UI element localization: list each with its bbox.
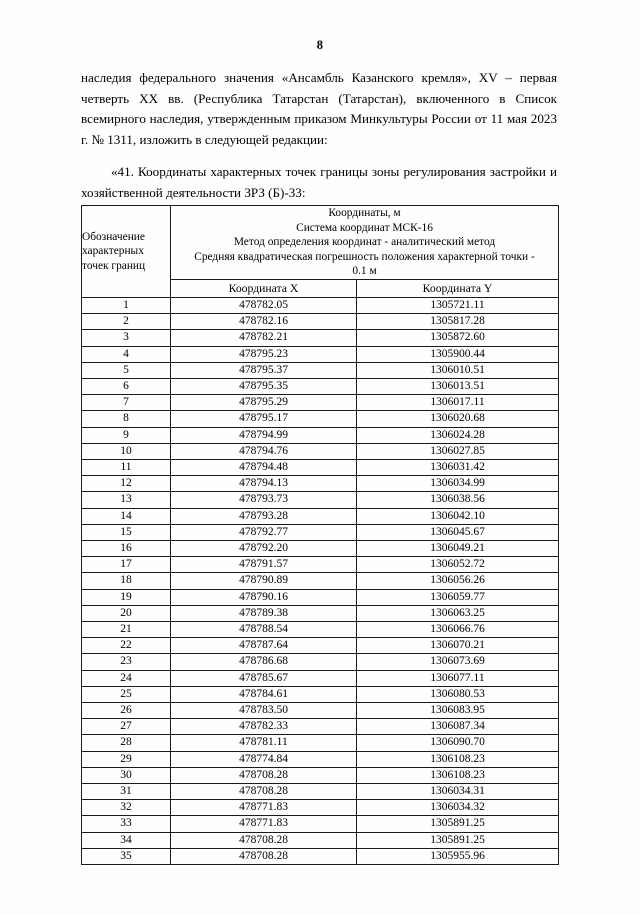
cell-point-number: 25 [82,686,171,702]
paragraph-clause-41-text: «41. Координаты характерных точек границы зоны регулирования застройки и хозяйственной деятельности ЗРЗ (Б)-33: [81,164,557,200]
cell-coordinate-x: 478790.16 [171,589,357,605]
table-row [82,605,559,621]
cell-point-number: 19 [82,589,171,605]
cell-point-number: 26 [82,703,171,719]
column-header-coordinate-x: Координата X [171,279,357,297]
cell-point-number: 18 [82,573,171,589]
table-row [82,476,559,492]
cell-coordinate-y: 1306049.21 [357,541,559,557]
table-row [82,346,559,362]
column-header-coordinates-block [171,206,559,280]
cell-coordinate-y: 1306090.70 [357,735,559,751]
cell-coordinate-y: 1305900.44 [357,346,559,362]
cell-coordinate-x: 478708.28 [171,784,357,800]
cell-coordinate-y: 1305955.96 [357,848,559,864]
cell-coordinate-x: 478783.50 [171,703,357,719]
table-row [82,686,559,702]
table-row [82,654,559,670]
coord-block-line-4: Средняя квадратическая погрешность положения характерной точки - [194,250,535,263]
table-row [82,784,559,800]
table-row [82,589,559,605]
cell-coordinate-x: 478794.76 [171,443,357,459]
cell-coordinate-y: 1306073.69 [357,654,559,670]
table-row [82,492,559,508]
cell-coordinate-x: 478791.57 [171,557,357,573]
table-row [82,638,559,654]
cell-coordinate-x: 478793.28 [171,508,357,524]
cell-point-number: 16 [82,541,171,557]
cell-coordinate-y: 1306010.51 [357,362,559,378]
table-header [82,206,559,298]
cell-coordinate-y: 1306013.51 [357,378,559,394]
column-header-coordinate-y: Координата Y [357,279,559,297]
table-row [82,378,559,394]
cell-coordinate-y: 1306017.11 [357,395,559,411]
cell-point-number: 7 [82,395,171,411]
cell-coordinate-x: 478782.05 [171,297,357,313]
table-row [82,816,559,832]
cell-point-number: 4 [82,346,171,362]
paragraph-intro: наследия федерального значения «Ансамбль Казанского кремля», XV – первая четверть XX вв. (Республика Татарстан (Татарстан), включенного в Список всемирного наследия, утвержденным приказом Минкультуры России от 11 мая 2023 г. № 1311, изложить в следующей редакции: [81,70,557,147]
cell-coordinate-y: 1305872.60 [357,330,559,346]
cell-coordinate-x: 478790.89 [171,573,357,589]
paragraph-clause-41 [81,162,557,203]
cell-point-number: 11 [82,460,171,476]
cell-point-number: 34 [82,832,171,848]
cell-point-number: 5 [82,362,171,378]
table-row [82,767,559,783]
coord-block-line-3: Метод определения координат - аналитический метод [233,236,496,249]
coord-block-line-5: 0.1 м [352,265,377,278]
cell-point-number: 15 [82,524,171,540]
cell-coordinate-y: 1306034.99 [357,476,559,492]
cell-coordinate-y: 1306080.53 [357,686,559,702]
cell-coordinate-x: 478786.68 [171,654,357,670]
table-row [82,848,559,864]
cell-coordinate-x: 478792.77 [171,524,357,540]
cell-coordinate-y: 1306087.34 [357,719,559,735]
cell-coordinate-x: 478789.38 [171,605,357,621]
cell-point-number: 35 [82,848,171,864]
cell-point-number: 2 [82,314,171,330]
table-row [82,524,559,540]
cell-point-number: 32 [82,800,171,816]
cell-point-number: 6 [82,378,171,394]
cell-point-number: 17 [82,557,171,573]
table-row [82,751,559,767]
cell-coordinate-y: 1305891.25 [357,832,559,848]
cell-point-number: 9 [82,427,171,443]
cell-coordinate-x: 478795.35 [171,378,357,394]
cell-coordinate-x: 478782.21 [171,330,357,346]
cell-coordinate-y: 1306020.68 [357,411,559,427]
cell-point-number: 33 [82,816,171,832]
cell-coordinate-x: 478782.33 [171,719,357,735]
cell-coordinate-x: 478774.84 [171,751,357,767]
cell-point-number: 29 [82,751,171,767]
coordinates-table [81,205,559,865]
cell-coordinate-y: 1306108.23 [357,751,559,767]
table-row [82,719,559,735]
table-row [82,541,559,557]
table-row [82,622,559,638]
cell-point-number: 8 [82,411,171,427]
cell-point-number: 22 [82,638,171,654]
coord-block-line-2: Система координат МСК-16 [296,221,433,234]
cell-coordinate-y: 1306059.77 [357,589,559,605]
table-row [82,508,559,524]
cell-coordinate-y: 1306042.10 [357,508,559,524]
cell-coordinate-x: 478794.48 [171,460,357,476]
cell-coordinate-x: 478771.83 [171,800,357,816]
table-row [82,395,559,411]
cell-coordinate-x: 478792.20 [171,541,357,557]
cell-coordinate-y: 1306031.42 [357,460,559,476]
table-row [82,573,559,589]
cell-point-number: 21 [82,622,171,638]
cell-point-number: 31 [82,784,171,800]
cell-coordinate-x: 478708.28 [171,832,357,848]
cell-point-number: 27 [82,719,171,735]
table-row [82,330,559,346]
table-row [82,670,559,686]
cell-coordinate-y: 1306034.31 [357,784,559,800]
cell-coordinate-x: 478795.29 [171,395,357,411]
cell-coordinate-x: 478795.37 [171,362,357,378]
column-header-designation: Обозначение характерных точек границ [82,206,171,298]
table-row [82,557,559,573]
cell-point-number: 12 [82,476,171,492]
cell-coordinate-y: 1306063.25 [357,605,559,621]
cell-coordinate-x: 478794.99 [171,427,357,443]
coord-block-line-1: Координаты, м [328,207,401,219]
cell-point-number: 23 [82,654,171,670]
cell-coordinate-x: 478795.17 [171,411,357,427]
cell-coordinate-x: 478794.13 [171,476,357,492]
cell-coordinate-y: 1306108.23 [357,767,559,783]
cell-coordinate-y: 1305721.11 [357,297,559,313]
table-row [82,735,559,751]
table-row [82,800,559,816]
table-row [82,362,559,378]
table-row [82,427,559,443]
cell-coordinate-x: 478795.23 [171,346,357,362]
cell-coordinate-x: 478784.61 [171,686,357,702]
cell-point-number: 28 [82,735,171,751]
cell-coordinate-x: 478708.28 [171,848,357,864]
cell-point-number: 24 [82,670,171,686]
cell-point-number: 3 [82,330,171,346]
cell-coordinate-y: 1306056.26 [357,573,559,589]
table-body [82,297,559,864]
cell-point-number: 30 [82,767,171,783]
cell-coordinate-y: 1306083.95 [357,703,559,719]
cell-point-number: 13 [82,492,171,508]
cell-coordinate-y: 1306052.72 [357,557,559,573]
cell-coordinate-x: 478785.67 [171,670,357,686]
cell-coordinate-y: 1305817.28 [357,314,559,330]
cell-coordinate-x: 478788.54 [171,622,357,638]
cell-coordinate-y: 1306070.21 [357,638,559,654]
cell-point-number: 20 [82,605,171,621]
cell-point-number: 10 [82,443,171,459]
table-row [82,297,559,313]
cell-coordinate-y: 1306038.56 [357,492,559,508]
table-row [82,411,559,427]
cell-point-number: 1 [82,297,171,313]
cell-coordinate-y: 1306045.67 [357,524,559,540]
cell-coordinate-x: 478771.83 [171,816,357,832]
cell-point-number: 14 [82,508,171,524]
cell-coordinate-x: 478787.64 [171,638,357,654]
cell-coordinate-x: 478708.28 [171,767,357,783]
cell-coordinate-x: 478782.16 [171,314,357,330]
cell-coordinate-x: 478781.11 [171,735,357,751]
table-row [82,703,559,719]
cell-coordinate-y: 1306034.32 [357,800,559,816]
cell-coordinate-y: 1306066.76 [357,622,559,638]
table-header-row-main [82,206,559,280]
cell-coordinate-y: 1306077.11 [357,670,559,686]
table-row [82,314,559,330]
cell-coordinate-y: 1306027.85 [357,443,559,459]
page-number: 8 [316,38,324,52]
table-row [82,460,559,476]
cell-coordinate-y: 1306024.28 [357,427,559,443]
table-row [82,443,559,459]
cell-coordinate-x: 478793.73 [171,492,357,508]
cell-coordinate-y: 1305891.25 [357,816,559,832]
table-row [82,832,559,848]
